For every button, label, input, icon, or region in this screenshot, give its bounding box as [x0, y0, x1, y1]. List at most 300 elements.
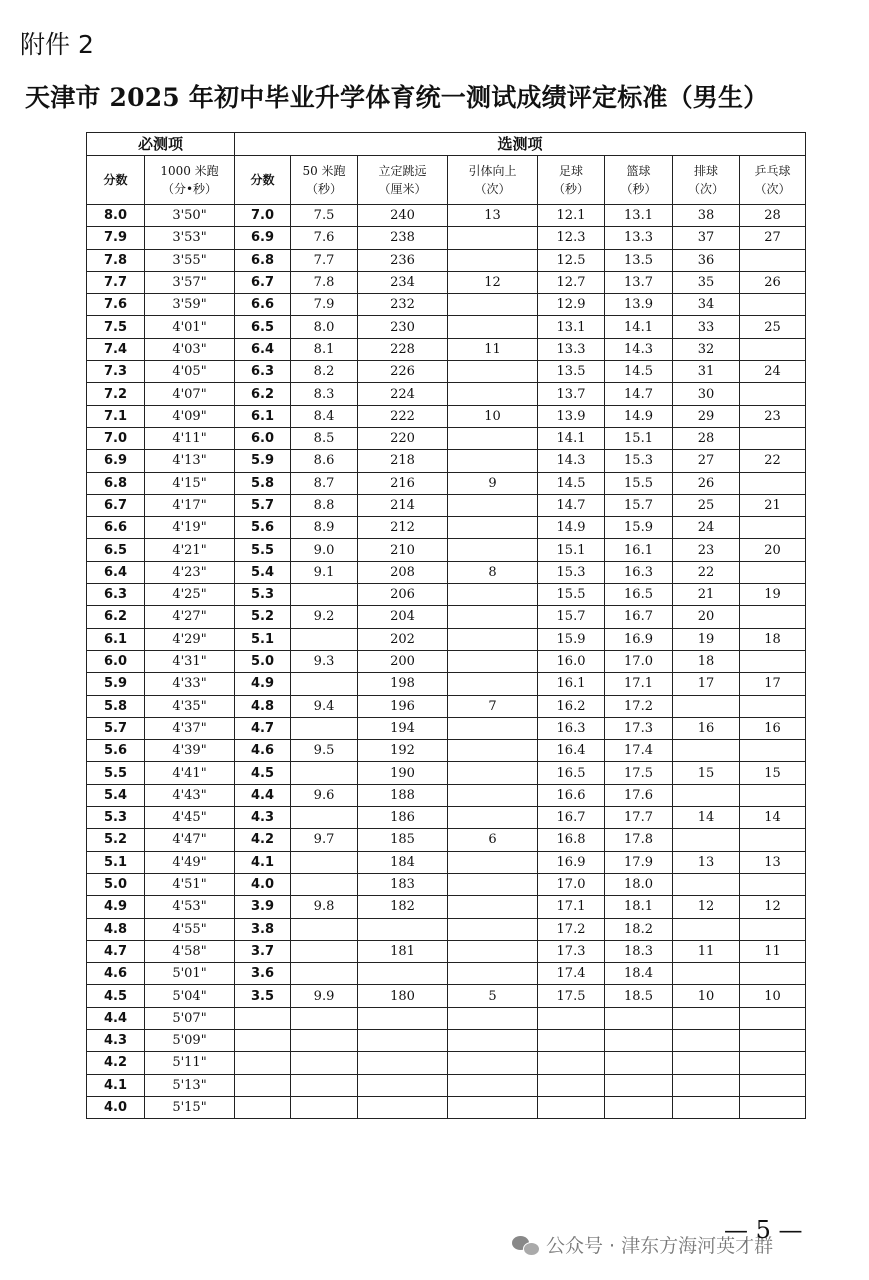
table-cell: 13.9 — [538, 405, 605, 427]
table-cell: 22 — [673, 561, 740, 583]
table-cell: 210 — [358, 539, 448, 561]
table-cell: 200 — [358, 650, 448, 672]
table-cell — [448, 316, 538, 338]
table-cell — [358, 1074, 448, 1096]
table-cell: 5 — [448, 985, 538, 1007]
table-cell: 4'25" — [145, 584, 235, 606]
table-cell: 15.7 — [605, 494, 673, 516]
table-cell: 9.7 — [291, 829, 358, 851]
table-cell: 13.3 — [605, 227, 673, 249]
table-cell — [740, 561, 806, 583]
table-cell: 12.9 — [538, 294, 605, 316]
table-cell: 14.5 — [605, 361, 673, 383]
table-cell — [448, 717, 538, 739]
table-cell: 13.9 — [605, 294, 673, 316]
table-cell: 37 — [673, 227, 740, 249]
table-cell: 32 — [673, 338, 740, 360]
table-cell: 5.8 — [87, 695, 145, 717]
table-cell: 240 — [358, 205, 448, 227]
table-cell: 27 — [673, 450, 740, 472]
table-cell: 9.4 — [291, 695, 358, 717]
table-cell: 9.9 — [291, 985, 358, 1007]
table-cell: 17.9 — [605, 851, 673, 873]
table-cell: 8.9 — [291, 517, 358, 539]
table-cell: 12.7 — [538, 271, 605, 293]
table-cell: 5'07" — [145, 1007, 235, 1029]
table-cell: 8 — [448, 561, 538, 583]
table-cell: 4'07" — [145, 383, 235, 405]
table-row — [87, 717, 806, 739]
table-cell: 17.2 — [538, 918, 605, 940]
table-cell: 18 — [740, 628, 806, 650]
table-cell: 34 — [673, 294, 740, 316]
table-cell: 6.0 — [235, 427, 291, 449]
table-cell: 22 — [740, 450, 806, 472]
table-row — [87, 517, 806, 539]
standards-table — [86, 132, 806, 1119]
optional-group-header: 选测项 — [235, 133, 806, 156]
table-row — [87, 405, 806, 427]
table-cell: 6.5 — [235, 316, 291, 338]
table-cell: 218 — [358, 450, 448, 472]
table-cell — [291, 1007, 358, 1029]
table-row — [87, 918, 806, 940]
table-cell: 9.0 — [291, 539, 358, 561]
table-cell: 7 — [448, 695, 538, 717]
table-cell — [448, 873, 538, 895]
table-row — [87, 361, 806, 383]
table-cell — [673, 740, 740, 762]
table-row — [87, 383, 806, 405]
table-cell: 19 — [740, 584, 806, 606]
table-cell: 13 — [448, 205, 538, 227]
table-cell — [358, 918, 448, 940]
table-cell: 4'55" — [145, 918, 235, 940]
table-cell — [673, 695, 740, 717]
table-cell — [448, 1052, 538, 1074]
table-cell: 3.5 — [235, 985, 291, 1007]
table-cell: 4.4 — [235, 784, 291, 806]
table-cell: 16.5 — [538, 762, 605, 784]
table-cell: 15.1 — [605, 427, 673, 449]
table-cell: 5.0 — [235, 650, 291, 672]
table-row — [87, 873, 806, 895]
table-cell: 198 — [358, 673, 448, 695]
table-row — [87, 963, 806, 985]
table-cell — [448, 361, 538, 383]
table-cell: 12.5 — [538, 249, 605, 271]
table-cell: 4.2 — [235, 829, 291, 851]
table-cell: 6.8 — [235, 249, 291, 271]
table-cell: 4.2 — [87, 1052, 145, 1074]
table-cell: 5.5 — [87, 762, 145, 784]
table-cell: 4.7 — [87, 940, 145, 962]
table-row — [87, 338, 806, 360]
table-cell: 12.3 — [538, 227, 605, 249]
table-cell — [291, 717, 358, 739]
table-cell — [740, 650, 806, 672]
table-cell: 228 — [358, 338, 448, 360]
table-cell: 16.2 — [538, 695, 605, 717]
table-cell: 7.0 — [235, 205, 291, 227]
table-cell — [605, 1096, 673, 1118]
table-cell: 220 — [358, 427, 448, 449]
table-cell — [673, 1074, 740, 1096]
table-cell: 7.9 — [87, 227, 145, 249]
table-cell: 17.1 — [605, 673, 673, 695]
table-cell: 9.8 — [291, 896, 358, 918]
table-cell: 24 — [673, 517, 740, 539]
table-cell: 11 — [740, 940, 806, 962]
table-cell: 11 — [673, 940, 740, 962]
table-cell: 5.4 — [87, 784, 145, 806]
table-cell — [448, 294, 538, 316]
table-cell — [235, 1007, 291, 1029]
table-cell: 216 — [358, 472, 448, 494]
table-row — [87, 606, 806, 628]
table-cell: 4'01" — [145, 316, 235, 338]
table-cell — [605, 1052, 673, 1074]
table-cell: 7.0 — [87, 427, 145, 449]
table-cell: 181 — [358, 940, 448, 962]
table-cell: 10 — [673, 985, 740, 1007]
table-cell — [448, 1074, 538, 1096]
table-row — [87, 1096, 806, 1118]
table-cell — [538, 1029, 605, 1051]
table-cell: 16.7 — [605, 606, 673, 628]
table-cell — [291, 762, 358, 784]
table-cell: 4'09" — [145, 405, 235, 427]
table-cell: 18.1 — [605, 896, 673, 918]
table-cell: 184 — [358, 851, 448, 873]
table-cell: 8.6 — [291, 450, 358, 472]
table-cell — [235, 1029, 291, 1051]
table-cell: 13.5 — [538, 361, 605, 383]
table-cell — [448, 584, 538, 606]
table-cell — [740, 873, 806, 895]
table-cell — [291, 918, 358, 940]
table-cell: 6.6 — [87, 517, 145, 539]
table-cell: 5.3 — [87, 807, 145, 829]
table-cell: 7.3 — [87, 361, 145, 383]
table-cell — [235, 1052, 291, 1074]
required-group-header: 必测项 — [87, 133, 235, 156]
table-cell: 6.7 — [235, 271, 291, 293]
table-cell: 3'59" — [145, 294, 235, 316]
table-row — [87, 1052, 806, 1074]
table-cell: 25 — [740, 316, 806, 338]
table-cell — [605, 1029, 673, 1051]
table-cell — [740, 517, 806, 539]
table-cell: 188 — [358, 784, 448, 806]
table-cell: 14.5 — [538, 472, 605, 494]
table-cell: 4.9 — [87, 896, 145, 918]
table-cell: 16.6 — [538, 784, 605, 806]
table-row — [87, 829, 806, 851]
table-cell: 20 — [673, 606, 740, 628]
group-header-row — [87, 133, 806, 156]
table-cell: 18 — [673, 650, 740, 672]
table-cell: 4'29" — [145, 628, 235, 650]
table-row — [87, 271, 806, 293]
table-cell: 6.1 — [87, 628, 145, 650]
table-cell — [740, 963, 806, 985]
table-cell — [538, 1074, 605, 1096]
table-cell: 15 — [740, 762, 806, 784]
table-cell: 7.1 — [87, 405, 145, 427]
table-cell: 6.9 — [87, 450, 145, 472]
table-cell: 18.5 — [605, 985, 673, 1007]
pullup-header: 引体向上 （次） — [448, 156, 538, 205]
table-cell — [448, 673, 538, 695]
table-cell: 10 — [740, 985, 806, 1007]
table-cell: 33 — [673, 316, 740, 338]
table-cell: 196 — [358, 695, 448, 717]
table-row — [87, 316, 806, 338]
table-cell: 14.9 — [538, 517, 605, 539]
table-cell: 6.6 — [235, 294, 291, 316]
table-cell: 3'55" — [145, 249, 235, 271]
table-cell: 7.5 — [291, 205, 358, 227]
table-cell — [448, 784, 538, 806]
table-cell — [740, 427, 806, 449]
table-cell: 8.4 — [291, 405, 358, 427]
table-cell: 15.9 — [538, 628, 605, 650]
table-cell: 5.0 — [87, 873, 145, 895]
table-cell: 7.7 — [291, 249, 358, 271]
table-cell: 17 — [740, 673, 806, 695]
table-cell: 16.3 — [538, 717, 605, 739]
table-cell — [291, 851, 358, 873]
table-cell: 9.6 — [291, 784, 358, 806]
table-cell: 4'31" — [145, 650, 235, 672]
table-cell: 6.2 — [235, 383, 291, 405]
table-cell — [448, 740, 538, 762]
table-cell: 28 — [673, 427, 740, 449]
table-cell: 4'05" — [145, 361, 235, 383]
table-cell: 6.7 — [87, 494, 145, 516]
table-cell: 6.9 — [235, 227, 291, 249]
table-cell: 15.7 — [538, 606, 605, 628]
table-cell — [448, 918, 538, 940]
table-cell: 8.0 — [291, 316, 358, 338]
table-cell: 6.8 — [87, 472, 145, 494]
table-cell: 15.5 — [605, 472, 673, 494]
table-cell — [358, 1029, 448, 1051]
table-cell: 11 — [448, 338, 538, 360]
table-cell — [448, 963, 538, 985]
table-cell — [448, 940, 538, 962]
table-cell — [538, 1096, 605, 1118]
table-cell — [673, 1029, 740, 1051]
table-cell: 7.4 — [87, 338, 145, 360]
table-cell: 13.7 — [538, 383, 605, 405]
table-cell: 4.8 — [87, 918, 145, 940]
table-cell: 4'41" — [145, 762, 235, 784]
table-row — [87, 249, 806, 271]
table-cell — [358, 1052, 448, 1074]
table-cell: 17.7 — [605, 807, 673, 829]
column-header-row — [87, 156, 806, 205]
table-cell: 17.4 — [538, 963, 605, 985]
table-cell: 5'11" — [145, 1052, 235, 1074]
table-cell: 230 — [358, 316, 448, 338]
table-cell — [673, 963, 740, 985]
table-cell: 14.3 — [538, 450, 605, 472]
table-row — [87, 1029, 806, 1051]
table-cell: 17.5 — [538, 985, 605, 1007]
table-cell: 6 — [448, 829, 538, 851]
table-cell: 5'01" — [145, 963, 235, 985]
table-cell: 9.1 — [291, 561, 358, 583]
table-cell: 3'50" — [145, 205, 235, 227]
table-cell: 8.5 — [291, 427, 358, 449]
table-cell: 5.6 — [87, 740, 145, 762]
table-cell — [291, 807, 358, 829]
table-cell: 14.7 — [605, 383, 673, 405]
table-row — [87, 985, 806, 1007]
table-row — [87, 807, 806, 829]
table-cell — [448, 249, 538, 271]
table-cell: 5.5 — [235, 539, 291, 561]
table-cell: 4'49" — [145, 851, 235, 873]
table-cell: 4'39" — [145, 740, 235, 762]
table-cell — [291, 584, 358, 606]
table-cell: 7.8 — [291, 271, 358, 293]
wechat-icon — [512, 1234, 540, 1256]
table-cell: 16.1 — [605, 539, 673, 561]
table-cell: 183 — [358, 873, 448, 895]
table-cell: 9.3 — [291, 650, 358, 672]
table-cell — [448, 383, 538, 405]
table-cell — [740, 1074, 806, 1096]
table-cell: 5.8 — [235, 472, 291, 494]
table-cell: 5.6 — [235, 517, 291, 539]
run1000-header: 1000 米跑 （分•秒） — [145, 156, 235, 205]
table-cell: 18.2 — [605, 918, 673, 940]
table-row — [87, 695, 806, 717]
table-cell — [605, 1007, 673, 1029]
table-cell: 13.3 — [538, 338, 605, 360]
table-cell — [358, 963, 448, 985]
table-cell: 6.2 — [87, 606, 145, 628]
table-cell: 14 — [673, 807, 740, 829]
table-cell: 29 — [673, 405, 740, 427]
table-cell — [358, 1096, 448, 1118]
table-cell — [291, 873, 358, 895]
table-cell — [448, 517, 538, 539]
table-cell: 7.8 — [87, 249, 145, 271]
table-cell: 208 — [358, 561, 448, 583]
table-cell: 17.8 — [605, 829, 673, 851]
table-cell: 12 — [673, 896, 740, 918]
table-cell — [291, 1096, 358, 1118]
table-row — [87, 205, 806, 227]
table-cell: 17.3 — [605, 717, 673, 739]
table-cell — [291, 1052, 358, 1074]
table-cell — [740, 784, 806, 806]
table-row — [87, 851, 806, 873]
jump-header: 立定跳远 （厘米） — [358, 156, 448, 205]
table-cell: 13.1 — [538, 316, 605, 338]
table-cell: 26 — [740, 271, 806, 293]
table-cell: 26 — [673, 472, 740, 494]
table-cell: 16 — [673, 717, 740, 739]
table-cell — [448, 427, 538, 449]
table-cell: 5.9 — [235, 450, 291, 472]
table-cell: 4'37" — [145, 717, 235, 739]
table-cell: 4'17" — [145, 494, 235, 516]
table-cell: 13 — [740, 851, 806, 873]
table-cell — [291, 673, 358, 695]
table-cell — [673, 829, 740, 851]
table-cell: 9 — [448, 472, 538, 494]
table-cell: 3.6 — [235, 963, 291, 985]
volleyball-header: 排球 （次） — [673, 156, 740, 205]
table-cell: 232 — [358, 294, 448, 316]
table-cell — [291, 628, 358, 650]
table-cell — [448, 896, 538, 918]
table-row — [87, 896, 806, 918]
table-row — [87, 940, 806, 962]
table-cell: 13.5 — [605, 249, 673, 271]
table-cell — [448, 650, 538, 672]
table-cell: 6.3 — [87, 584, 145, 606]
table-cell — [740, 1029, 806, 1051]
table-cell — [448, 1029, 538, 1051]
score2-header: 分数 — [235, 156, 291, 205]
table-cell: 14.1 — [605, 316, 673, 338]
table-cell: 214 — [358, 494, 448, 516]
table-cell: 4'23" — [145, 561, 235, 583]
table-cell: 4'13" — [145, 450, 235, 472]
table-cell: 12 — [448, 271, 538, 293]
table-row — [87, 1007, 806, 1029]
table-cell: 4.3 — [235, 807, 291, 829]
table-cell — [448, 450, 538, 472]
table-cell — [605, 1074, 673, 1096]
table-cell: 4.4 — [87, 1007, 145, 1029]
table-cell — [673, 1096, 740, 1118]
pingpong-header: 乒乓球 （次） — [740, 156, 806, 205]
table-cell: 18.3 — [605, 940, 673, 962]
table-cell: 19 — [673, 628, 740, 650]
table-cell: 23 — [673, 539, 740, 561]
table-cell — [740, 740, 806, 762]
table-cell: 236 — [358, 249, 448, 271]
table-cell — [291, 963, 358, 985]
table-cell: 4'11" — [145, 427, 235, 449]
table-cell: 5'04" — [145, 985, 235, 1007]
table-cell — [448, 628, 538, 650]
table-cell: 8.1 — [291, 338, 358, 360]
table-cell: 13.7 — [605, 271, 673, 293]
table-cell: 185 — [358, 829, 448, 851]
table-cell: 8.7 — [291, 472, 358, 494]
table-cell: 17 — [673, 673, 740, 695]
table-cell: 3.8 — [235, 918, 291, 940]
table-cell — [448, 1096, 538, 1118]
table-cell: 9.2 — [291, 606, 358, 628]
table-row — [87, 450, 806, 472]
table-cell: 182 — [358, 896, 448, 918]
table-cell: 4.5 — [235, 762, 291, 784]
table-cell: 4.1 — [87, 1074, 145, 1096]
table-cell: 17.0 — [538, 873, 605, 895]
table-cell: 5.3 — [235, 584, 291, 606]
table-cell: 4'58" — [145, 940, 235, 962]
table-cell — [448, 851, 538, 873]
